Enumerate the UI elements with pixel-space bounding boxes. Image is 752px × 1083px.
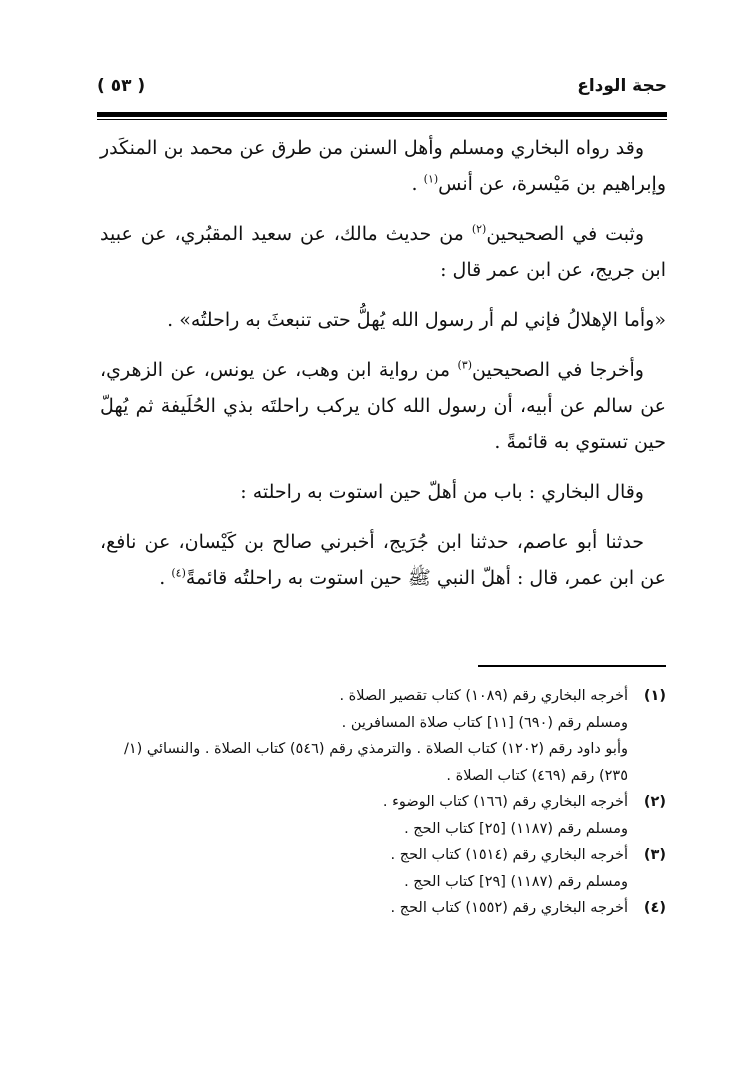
footnote-line: وأبو داود رقم (١٢٠٢) كتاب الصلاة . والترمذي رقم (٥٤٦) كتاب الصلاة . والنسائي (١/ ٢٣٥) رقم (٤٦٩) كتاب الصلاة . [123, 741, 628, 784]
header-rule-thin [97, 119, 667, 120]
footnote-line: ومسلم رقم (٦٩٠) [١١] كتاب صلاة المسافرين . [341, 714, 628, 731]
running-header [97, 76, 667, 110]
footnote-ref: (٤) [171, 566, 186, 580]
footnote-separator [478, 665, 666, 667]
footnote-number: (٣) [643, 847, 666, 863]
footnote [100, 789, 666, 842]
footnote [100, 842, 666, 895]
footnote-number: (١) [643, 688, 666, 704]
running-title: حجة الوداع [577, 76, 667, 96]
footnote-ref: (٣) [457, 358, 473, 372]
footnote [100, 683, 666, 789]
footnote-line: أخرجه البخاري رقم (١٠٨٩) كتاب تقصير الصلاة . [339, 688, 628, 704]
paragraph: وقد رواه البخاري ومسلم وأهل السنن من طرق عن محمد بن المنكَدر وإبراهيم بن مَيْسرة، عن أنس$^{(١)}$ . [100, 137, 666, 195]
header-rule-thick [97, 112, 667, 117]
footnote [100, 895, 666, 922]
footnote-line: ومسلم رقم (١١٨٧) [٢٥] كتاب الحج . [404, 820, 628, 837]
footnote-number: (٢) [643, 794, 666, 810]
paragraph: وأخرجا في الصحيحين$^{(٣)}$ من رواية ابن وهب، عن يونس، عن الزهري، عن سالم عن أبيه، أن رسول الله كان يركب راحلتَه بذي الحُلَيفة ثم يُهلّ حين تستوي به قائمةً . [100, 358, 666, 453]
paragraph: وقال البخاري : باب من أهلّ حين استوت به راحلته : [240, 481, 644, 503]
paragraph: حدثنا أبو عاصم، حدثنا ابن جُرَيج، أخبرني صالح بن كَيْسان، عن نافع، عن ابن عمر، قال : أهلّ النبي ﷺ حين استوت به راحلتُه قائمةً$^{(٤)}$ . [100, 531, 666, 589]
footnote-line: ومسلم رقم (١١٨٧) [٢٩] كتاب الحج . [404, 873, 628, 890]
footnote-line: أخرجه البخاري رقم (١٦٦) كتاب الوضوء . [382, 794, 628, 810]
footnote-number: (٤) [643, 900, 666, 916]
hadith-quote: «وأما الإهلالُ فإني لم أر رسول الله يُهلُّ حتى تنبعثَ به راحلتُه» . [167, 309, 666, 331]
footnotes [100, 683, 666, 922]
footnote-ref: (١) [423, 172, 439, 186]
paragraph: وثبت في الصحيحين$^{(٢)}$ من حديث مالك، عن سعيد المقبُري، عن عبيد ابن جريج، عن ابن عمر قال : [100, 222, 666, 281]
page-number: ( ٥٣ ) [97, 76, 146, 96]
footnote-ref: (٢) [471, 222, 487, 236]
footnote-line: أخرجه البخاري رقم (١٥١٤) كتاب الحج . [390, 847, 628, 863]
footnote-line: أخرجه البخاري رقم (١٥٥٢) كتاب الحج . [390, 900, 628, 916]
main-text [100, 130, 666, 610]
